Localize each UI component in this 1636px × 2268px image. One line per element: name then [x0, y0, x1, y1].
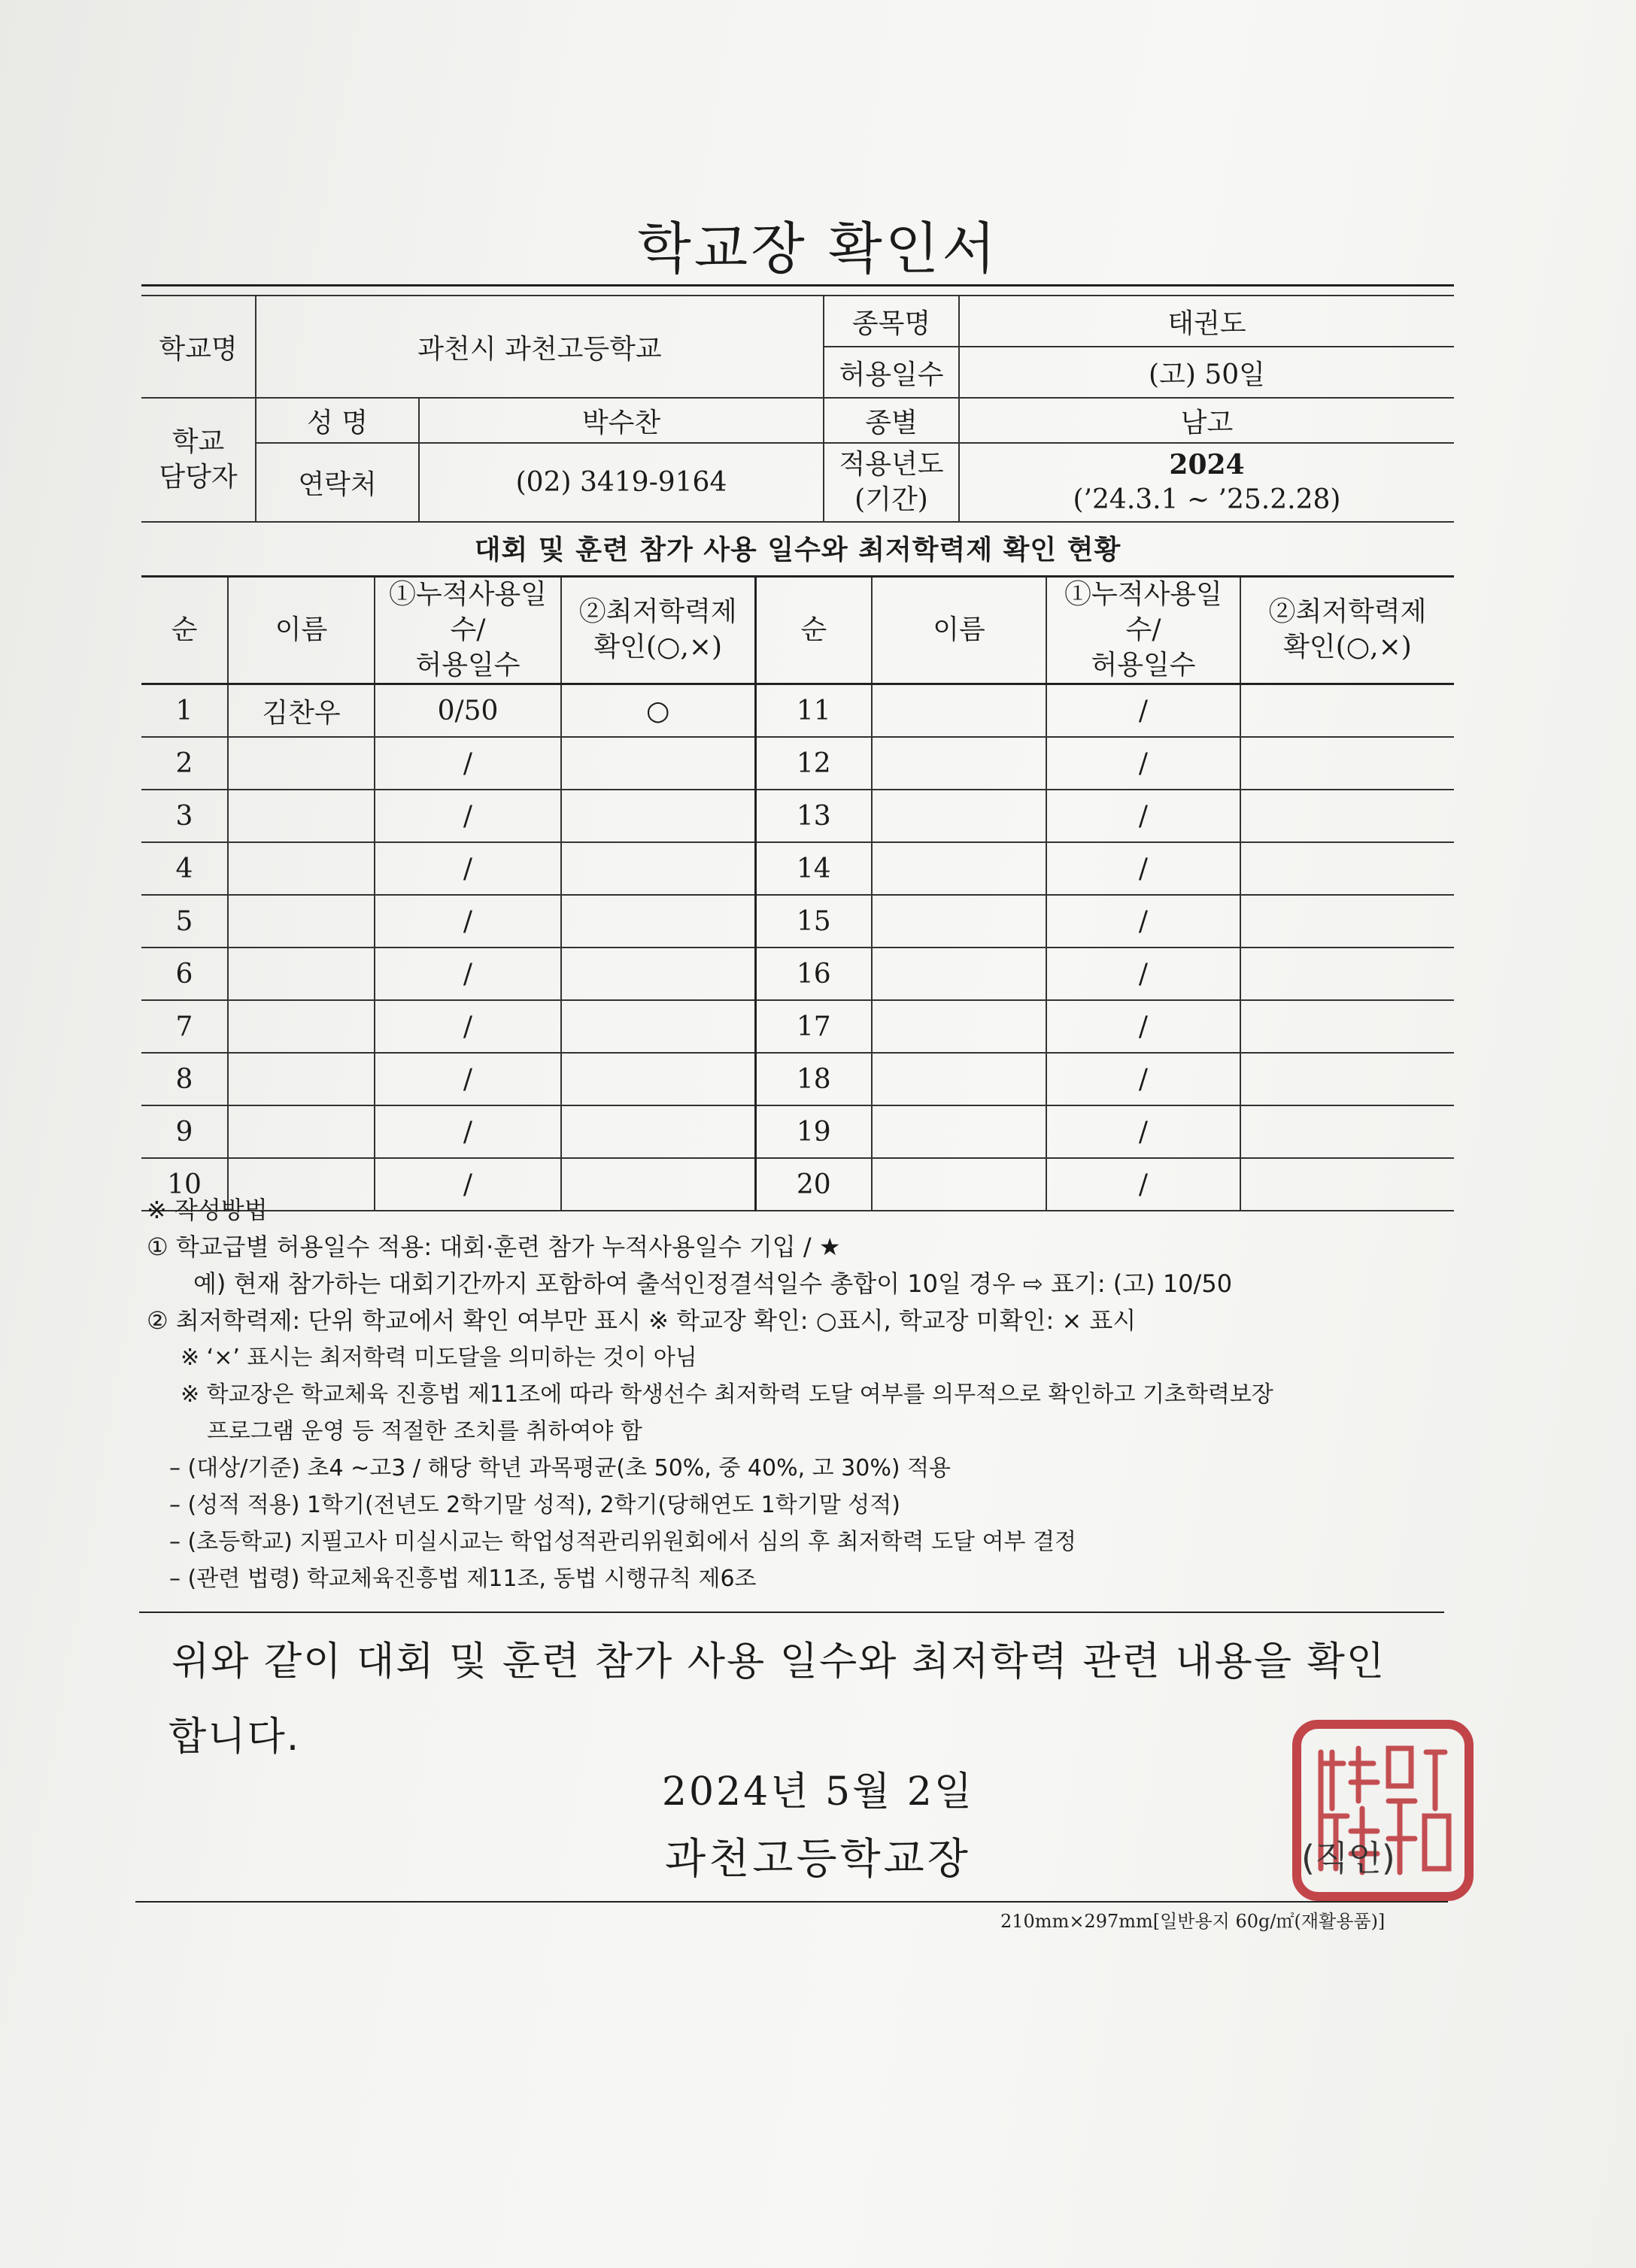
- allowed-days-label: 허용일수: [824, 347, 959, 398]
- cell-no: 3: [141, 790, 228, 842]
- cell-days: /: [375, 895, 561, 948]
- note-dash-4: – (관련 법령) 학교체육진흥법 제11조, 동법 시행규칙 제6조: [169, 1566, 757, 1592]
- cell-no: 15: [755, 895, 872, 948]
- note-dash-1: – (대상/기준) 초4 ~고3 / 해당 학년 과목평균(초 50%, 중 40%, 고 30%) 적용: [169, 1455, 952, 1481]
- cell-days: /: [1046, 1105, 1240, 1158]
- table-row: [141, 895, 1454, 948]
- cell-no: 10: [141, 1158, 228, 1211]
- allowed-days-value: (고) 50일: [959, 347, 1454, 398]
- cell-no: 5: [141, 895, 228, 948]
- year-value: 2024: [1169, 448, 1245, 481]
- paper-spec: 210mm×297mm[일반용지 60g/㎡(재활용품)]: [1000, 1911, 1386, 1932]
- note-item-2: ② 최저학력제: 단위 학교에서 확인 여부만 표시 ※ 학교장 확인: ○표시, 학교장 미확인: × 표시: [147, 1306, 1137, 1335]
- contact-value: (02) 3419-9164: [419, 443, 824, 522]
- cell-days: /: [375, 1158, 561, 1211]
- school-value: 과천시 과천고등학교: [256, 296, 824, 398]
- cell-check: [561, 842, 755, 895]
- cell-no: 16: [755, 948, 872, 1000]
- seal-label: (직인): [1301, 1838, 1395, 1878]
- confirmation-line-1: 위와 같이 대회 및 훈련 참가 사용 일수와 최저학력 관련 내용을 확인: [171, 1639, 1386, 1684]
- cell-check: [561, 790, 755, 842]
- cell-no: 2: [141, 737, 228, 790]
- confirmation-statement: [168, 1624, 1465, 1775]
- header-check: ②최저학력제 확인(○,×): [1240, 577, 1454, 684]
- cell-no: 17: [755, 1000, 872, 1053]
- cell-days: /: [375, 1105, 561, 1158]
- confirmation-line-2: 합니다.: [168, 1715, 301, 1760]
- note-item-1-example: 예) 현재 참가하는 대회기간까지 포함하여 출석인정결석일수 총합이 10일 경우 ⇨ 표기: (고) 10/50: [193, 1269, 1233, 1298]
- cell-check: [1240, 895, 1454, 948]
- cell-days: /: [375, 1053, 561, 1105]
- cell-days: /: [1046, 684, 1240, 738]
- header-days: ①누적사용일수/ 허용일수: [375, 577, 561, 684]
- cell-check: [1240, 790, 1454, 842]
- cell-days: /: [1046, 790, 1240, 842]
- cell-name: [228, 948, 375, 1000]
- notes-heading: ※ 작성방법: [147, 1196, 268, 1224]
- cell-days: /: [1046, 1000, 1240, 1053]
- cell-name: [872, 790, 1046, 842]
- sport-label: 종목명: [824, 296, 959, 347]
- cell-no: 1: [141, 684, 228, 738]
- cell-check: [561, 1053, 755, 1105]
- cell-days: /: [375, 737, 561, 790]
- table-row: [141, 737, 1454, 790]
- note-item-2-sub2-cont: 프로그램 운영 등 적절한 조치를 취하여야 함: [207, 1418, 642, 1445]
- gender-value: 남고: [959, 398, 1454, 443]
- header-name: 이름: [872, 577, 1046, 684]
- table-row: [141, 1105, 1454, 1158]
- cell-no: 6: [141, 948, 228, 1000]
- header-check: ②최저학력제 확인(○,×): [561, 577, 755, 684]
- year-label: 적용년도 (기간): [824, 443, 959, 522]
- cell-check: [1240, 737, 1454, 790]
- cell-name: [228, 1053, 375, 1105]
- cell-name: [872, 1000, 1046, 1053]
- footer-divider: [135, 1901, 1448, 1903]
- header-days: ①누적사용일수/ 허용일수: [1046, 577, 1240, 684]
- table-row: [141, 948, 1454, 1000]
- name-value: 박수찬: [419, 398, 824, 443]
- cell-name: 김찬우: [228, 684, 375, 738]
- cell-check: [561, 1105, 755, 1158]
- period-value: (’24.3.1 ~ ’25.2.28): [1073, 484, 1341, 515]
- note-item-2-sub1: ※ ‘×’ 표시는 최저학력 미도달을 의미하는 것이 아님: [181, 1345, 697, 1371]
- note-item-1: ① 학교급별 허용일수 적용: 대회·훈련 참가 누적사용일수 기입 / ★: [147, 1233, 841, 1261]
- contact-label: 연락처: [256, 443, 419, 522]
- cell-days: /: [1046, 737, 1240, 790]
- cell-check: [1240, 842, 1454, 895]
- cell-name: [228, 1000, 375, 1053]
- cell-no: 7: [141, 1000, 228, 1053]
- sport-value: 태권도: [959, 296, 1454, 347]
- section-title: 대회 및 훈련 참가 사용 일수와 최저학력제 확인 현황: [474, 535, 1122, 565]
- note-dash-3: – (초등학교) 지필고사 미실시교는 학업성적관리위원회에서 심의 후 최저학력 도달 여부 결정: [169, 1529, 1077, 1555]
- table-row: [141, 1053, 1454, 1105]
- info-table: [141, 295, 1454, 523]
- cell-no: 20: [755, 1158, 872, 1211]
- issue-date: 2024년 5월 2일: [661, 1769, 975, 1815]
- cell-name: [872, 895, 1046, 948]
- cell-days: /: [1046, 948, 1240, 1000]
- cell-name: [872, 684, 1046, 738]
- cell-check: [1240, 1105, 1454, 1158]
- cell-days: /: [1046, 842, 1240, 895]
- header-name: 이름: [228, 577, 375, 684]
- cell-name: [228, 1105, 375, 1158]
- instructions: [147, 1192, 1471, 1597]
- cell-days: /: [375, 1000, 561, 1053]
- school-label: 학교명: [141, 296, 256, 398]
- table-row: [141, 684, 1454, 738]
- principal-title: 과천고등학교장: [665, 1835, 971, 1884]
- note-dash-2: – (성적 적용) 1학기(전년도 2학기말 성적), 2학기(당해연도 1학기말 성적): [169, 1492, 900, 1518]
- cell-check: [1240, 948, 1454, 1000]
- grid-body: [141, 684, 1454, 1211]
- cell-name: [228, 895, 375, 948]
- header-no: 순: [141, 577, 228, 684]
- cell-check: [1240, 1053, 1454, 1105]
- gender-label: 종별: [824, 398, 959, 443]
- cell-no: 19: [755, 1105, 872, 1158]
- year-cell: [959, 443, 1454, 522]
- note-item-2-sub2: ※ 학교장은 학교체육 진흥법 제11조에 따라 학생선수 최저학력 도달 여부를 의무적으로 확인하고 기초학력보장: [181, 1381, 1273, 1408]
- cell-no: 14: [755, 842, 872, 895]
- cell-no: 4: [141, 842, 228, 895]
- document-title: 학교장 확인서: [637, 217, 999, 281]
- cell-check: ○: [561, 684, 755, 738]
- cell-name: [228, 737, 375, 790]
- cell-no: 18: [755, 1053, 872, 1105]
- cell-check: [561, 895, 755, 948]
- cell-name: [872, 948, 1046, 1000]
- notes-divider: [139, 1612, 1444, 1613]
- cell-days: /: [1046, 1053, 1240, 1105]
- cell-check: [561, 948, 755, 1000]
- cell-no: 9: [141, 1105, 228, 1158]
- cell-check: [561, 737, 755, 790]
- cell-name: [228, 790, 375, 842]
- cell-no: 13: [755, 790, 872, 842]
- cell-check: [1240, 1000, 1454, 1053]
- cell-no: 8: [141, 1053, 228, 1105]
- cell-days: /: [375, 948, 561, 1000]
- table-row: [141, 790, 1454, 842]
- cell-no: 11: [755, 684, 872, 738]
- cell-name: [228, 842, 375, 895]
- header-no: 순: [755, 577, 872, 684]
- cell-check: [561, 1000, 755, 1053]
- table-row: [141, 842, 1454, 895]
- cell-days: /: [1046, 1158, 1240, 1211]
- title-underline: [141, 284, 1454, 287]
- cell-days: /: [375, 842, 561, 895]
- cell-name: [872, 1105, 1046, 1158]
- cell-check: [1240, 684, 1454, 738]
- name-label: 성 명: [256, 398, 419, 443]
- participation-grid: [141, 575, 1454, 1211]
- cell-days: /: [1046, 895, 1240, 948]
- table-row: [141, 1000, 1454, 1053]
- cell-name: [872, 737, 1046, 790]
- cell-days: 0/50: [375, 684, 561, 738]
- cell-name: [872, 1053, 1046, 1105]
- manager-label: 학교 담당자: [141, 398, 256, 522]
- cell-days: /: [375, 790, 561, 842]
- cell-name: [872, 842, 1046, 895]
- cell-no: 12: [755, 737, 872, 790]
